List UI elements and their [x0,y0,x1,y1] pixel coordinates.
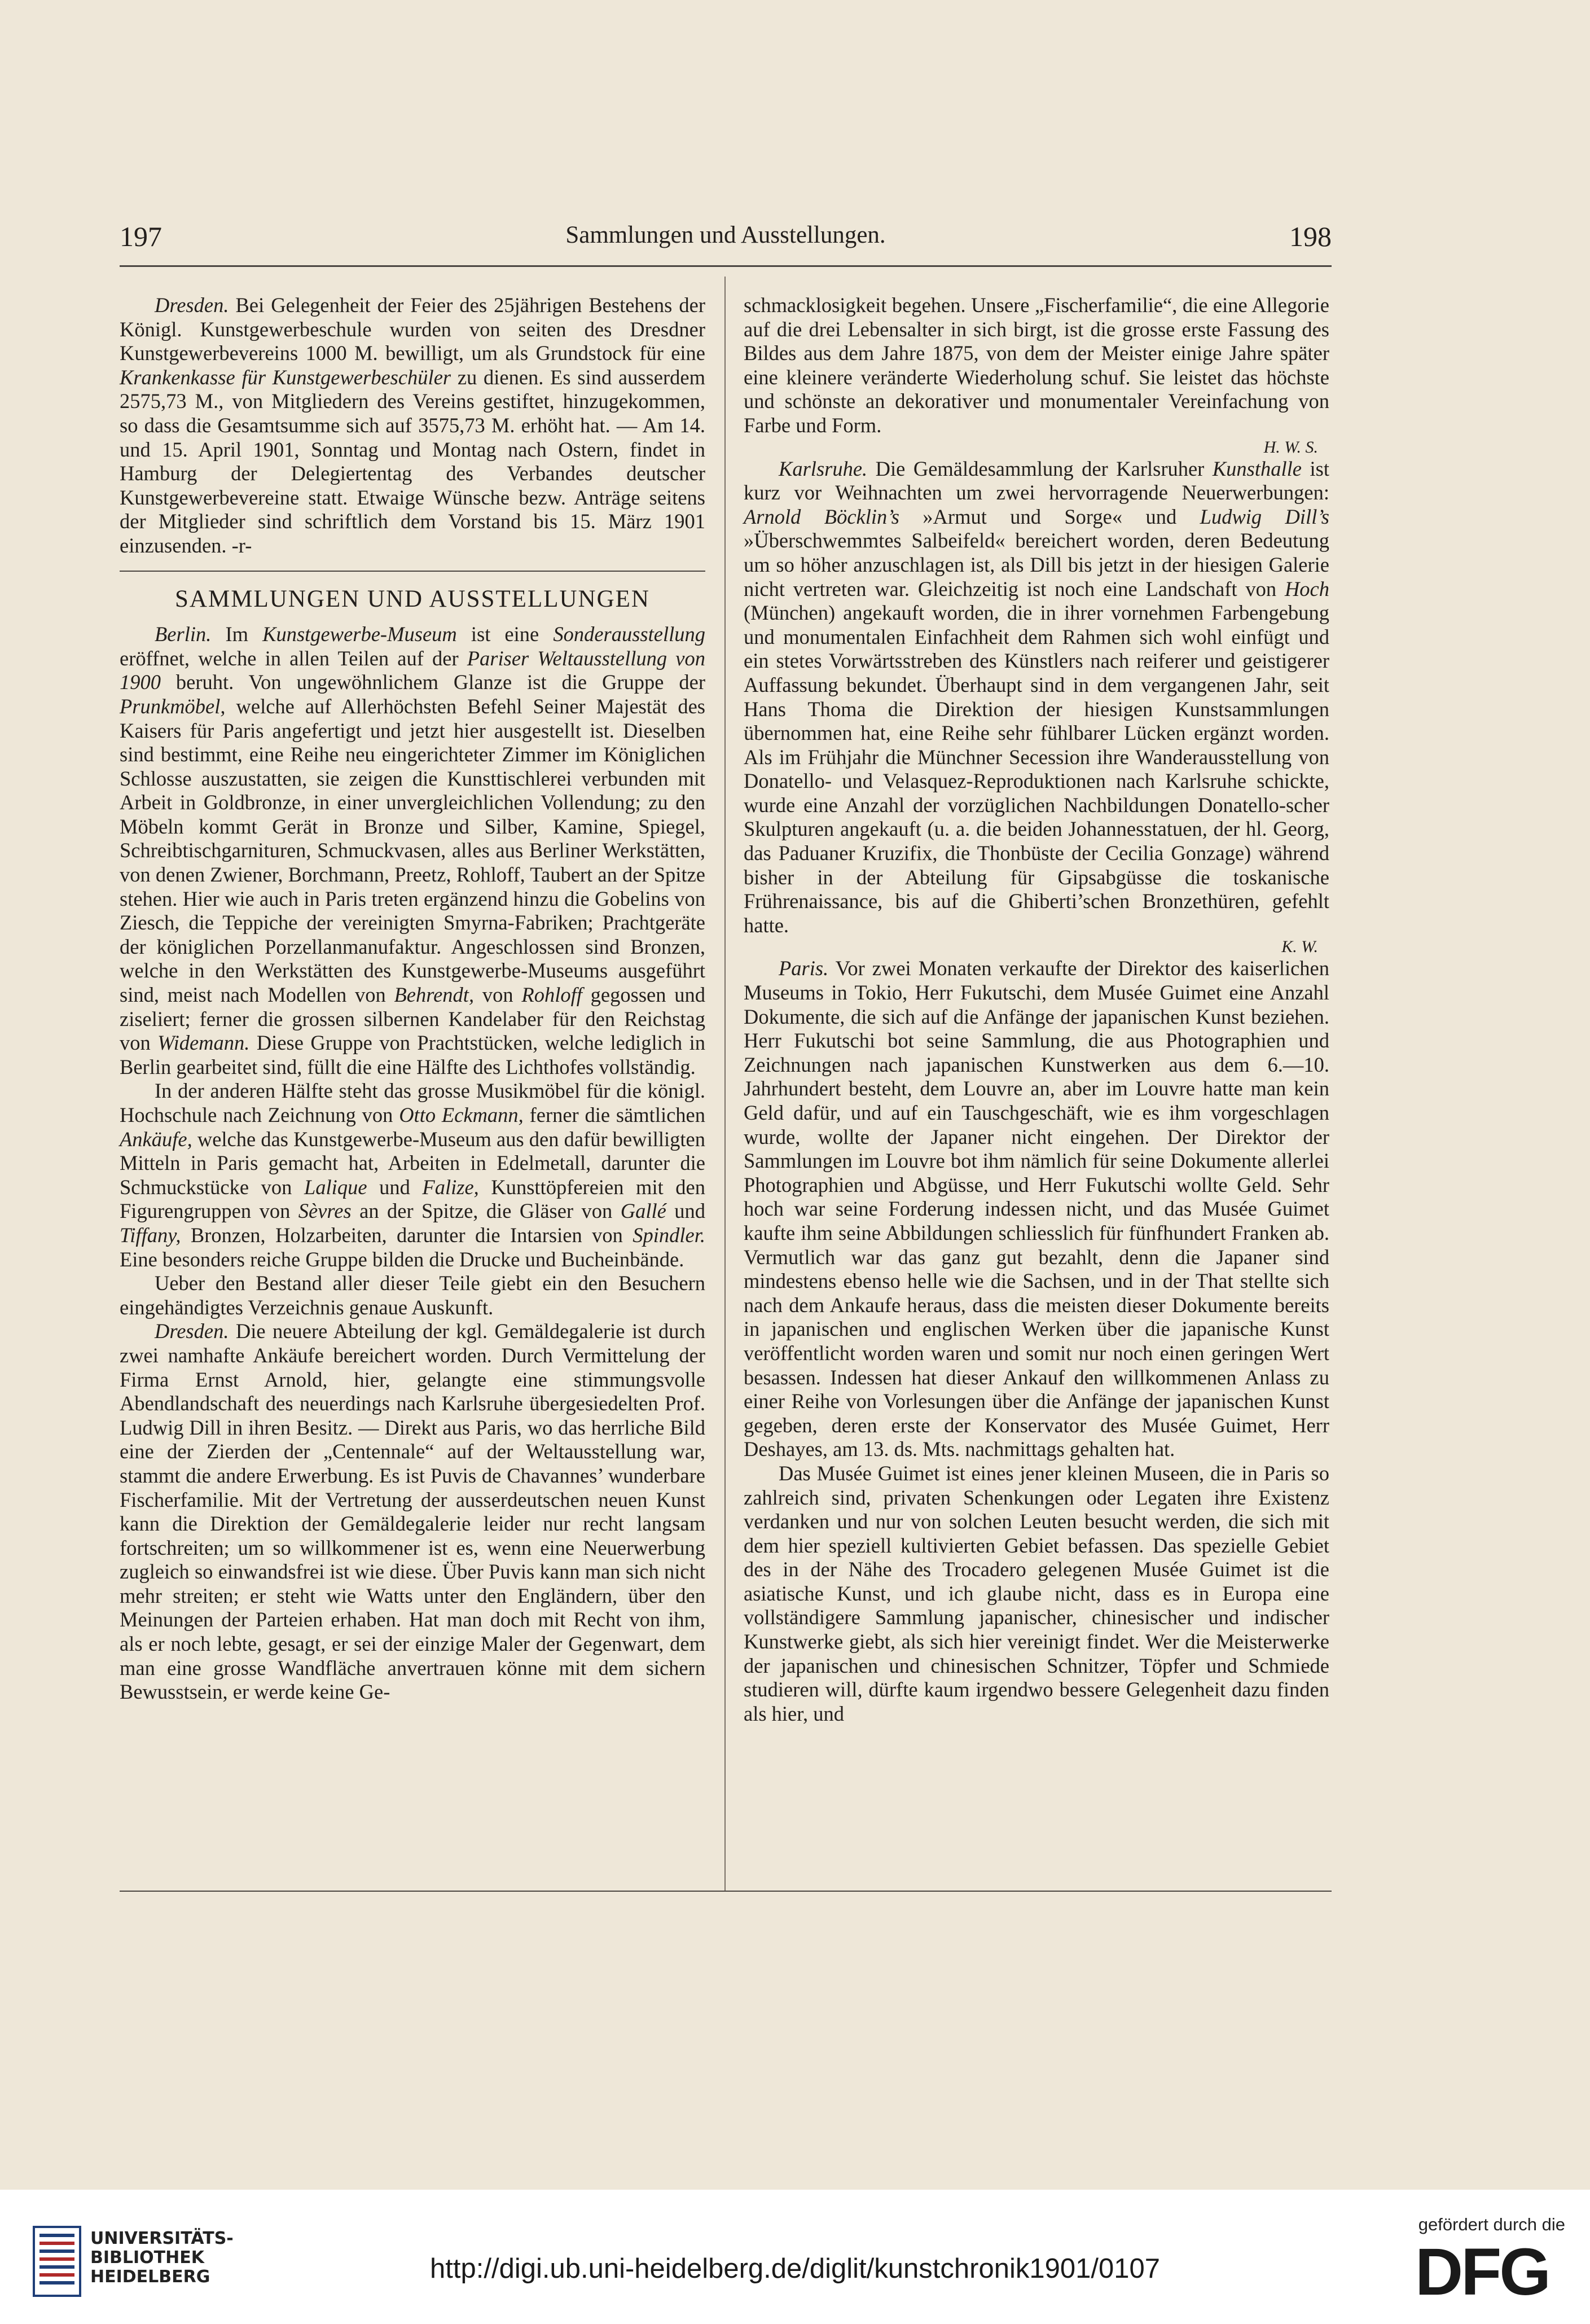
digitization-footer [0,2190,1590,2324]
article-karlsruhe: Karlsruhe. Die Gemäldesammlung der Karlsruher Kunsthalle ist kurz vor Weihnachten um zwei hervorragende Neuerwerbungen: Arnold Böcklin’s »Armut und Sorge« und Ludwig Dill’s »Überschwemmtes Salbeifeld« bereichert worden, deren Bedeutung um so höher anzuschlagen ist, als Dill bis jetzt in der hiesigen Galerie nicht vertreten war. Gleichzeitig ist noch eine Landschaft von Hoch (München) angekauft worden, die in ihrer vornehmen Farbengebung und monumentalen Einfachheit dem Rahmen sich wohl einfügt und ein stetes Vorwärtsstreben des Künstlers nach reiferer und geistigerer Auffassung bekundet. Überhaupt sind in dem vergangenen Jahr, seit Hans Thoma die Direktion der hiesigen Kunstsammlungen übernommen hat, eine Reihe sehr fühlbarer Lücken ergänzt worden. Als im Frühjahr die Münchner Secession ihre Wanderausstellung von Donatello- und Velasquez-Reproduktionen nach Karlsruhe schickte, wurde eine Anzahl der vorzüglichen Nachbildungen Donatello-scher Skulpturen angekauft (u. a. die beiden Johannesstatuen, der hl. Georg, das Paduaner Kruzifix, die Thonbüste der Cecilia Gonzage) während bisher in der Abteilung für Gipsabgüsse die toskanische Frührenaissance, bis auf die Ghiberti’schen Bronzethüren, gefehlt hatte. [744,457,1329,937]
section-heading: SAMMLUNGEN UND AUSSTELLUNGEN [175,585,650,612]
svg-text:DFG: DFG [1415,2240,1549,2303]
author-signature: H. W. S. [1263,437,1318,457]
article-paris-musee-guimet: Das Musée Guimet ist eines jener kleinen Museen, die in Paris so zahlreich sind, privaten Schenkungen oder Legaten ihre Existenz verdanken und nur von solchen Leuten besucht werden, die sich mit dem hier speziell kultivierten Gebiet befassen. Das spezielle Gebiet des in der Nähe des Trocadero gelegenen Musée Guimet ist die asiatische Kunst, und ich glaube nicht, dass es in Europa eine vollständigere Sammlung japanischer, chinesischer und indischer Kunstwerke giebt, als sich hier vereinigt findet. Wer die Meisterwerke der japanischen und chinesischen Schnitzer, Töpfer und Schmiede studieren will, dürfte kaum irgendwo bessere Gelegenheit dazu finden als hier, und [744,1461,1329,1725]
article-dresden-kunstgewerbeschule: Dresden. Bei Gelegenheit der Feier des 25jährigen Bestehens der Königl. Kunstgewerbeschule wurden von seiten des Dresdner Kunstgewerbevereins 1000 M. bewilligt, um als Grundstock für eine Krankenkasse für Kunstgewerbeschüler zu dienen. Es sind ausserdem 2575,73 M., von Mitgliedern des Vereins gestiftet, hinzugekommen, so dass die Gesamtsumme sich auf 3575,73 M. erhöht hat. — Am 14. und 15. April 1901, Sonntag und Montag nach Ostern, findet in Hamburg der Delegiertentag des Verbandes deutscher Kunstgewerbevereine statt. Etwaige Wünsche bezw. Anträge seitens der Mitglieder sind schriftlich dem Vorstand bis 15. März 1901 einzusenden. -r- [120,293,705,557]
article-berlin-kunstgewerbe-museum: Berlin. Im Kunstgewerbe-Museum ist eine Sonderausstellung eröffnet, welche in allen Teilen auf der Pariser Weltausstellung von 1900 beruht. Von ungewöhnlichem Glanze ist die Gruppe der Prunkmöbel, welche auf Allerhöchsten Befehl Seiner Majestät des Kaisers für Paris angefertigt und jetzt hier ausgestellt ist. Dieselben sind bestimmt, eine Reihe neu eingerichteter Zimmer im Königlichen Schlosse auszustatten, sie zeigen die Kunsttischlerei verbunden mit Arbeit in Goldbronze, in einer unvergleichlichen Vollendung; zu den Möbeln kommt Gerät in Bronze und Silber, Kamine, Spiegel, Schreibtischgarnituren, Schmuckvasen, alles aus Berliner Werkstätten, von denen Zwiener, Borchmann, Preetz, Rohloff, Taubert an der Spitze stehen. Hier wie auch in Paris treten ergänzend hinzu die Gobelins von Ziesch, die Teppiche der vereinigten Smyrna-Fabriken; Prachtgeräte der königlichen Porzellanmanufaktur. Angeschlossen sind Bronzen, welche in den Werkstätten des Kunstgewerbe-Museums ausgeführt sind, meist nach Modellen von Behrendt, von Rohloff gegossen und ziseliert; ferner die grossen silbernen Kandelaber für den Reichstag von Widemann. Diese Gruppe von Prachtstücken, welche lediglich in Berlin gearbeitet sind, füllt die eine Hälfte des Lichthofes vollständig. [120,622,706,1078]
article-paris: Paris. Vor zwei Monaten verkaufte der Direktor des kaiserlichen Museums in Tokio, Herr Fukutschi, dem Musée Guimet eine Anzahl Dokumente, die sich auf die Anfänge der japanischen Kunst beziehen. Herr Fukutschi bot seine Sammlung, die aus Photographien und Zeichnungen nach japanischen Kunstwerken aus dem 6.—10. Jahrhundert besteht, dem Louvre an, aber im Louvre hatte man kein Geld dafür, und auf ein Tauschgeschäft, wie es ihm vorgeschlagen wurde, wollte der Japaner nicht eingehen. Der Direktor der Sammlungen im Louvre bot ihm nämlich für seine Dokumente allerlei Photographien und Abgüsse, und Herr Fukutschi wollte Geld. Sehr hoch war seine Forderung indessen nicht, und das Musée Guimet kaufte ihm seine Abbildungen schliesslich für fünfhundert Franken ab. Vermutlich war das ganz gut bezahlt, denn die Japaner sind mindestens ebenso helle wie die Sachsen, und in der That stellte sich nach dem Ankaufe heraus, dass die meisten dieser Dokumente bereits in japanischen und englischen Werken über die japanische Kunst veröffentlicht worden waren und somit nur noch einen geringen Wert besassen. Indessen hat dieser Ankauf den willkommenen Anlass zu einer Reihe von Vorlesungen über die Anfänge der japanischen Kunst gegeben, deren erste der Konservator des Musée Guimet, Herr Deshayes, am 13. ds. Mts. nachmittags gehalten hat. [744,957,1329,1461]
library-name: UNIVERSITÄTS- BIBLIOTHEK HEIDELBERG [90,2229,234,2287]
section-rule [120,571,705,572]
page-number-left: 197 [120,221,162,252]
running-header [120,220,1332,254]
header-rule [120,265,1332,267]
left-column [120,293,705,1704]
article-dresden-gemaeldegalerie: Dresden. Die neuere Abteilung der kgl. Gemäldegalerie ist durch zwei namhafte Ankäufe bereichert worden. Durch Vermittelung der Firma Ernst Arnold, hier, gelangte eine stimmungsvolle Abendlandschaft des neuerdings nach Karlsruhe übergesiedelten Prof. Ludwig Dill in ihren Besitz. — Direkt aus Paris, wo das herrliche Bild eine der Zierden der „Centennale“ auf der Weltausstellung war, stammt die andere Erwerbung. Es ist Puvis de Chavannes’ wunderbare Fischerfamilie. Mit der Vertretung der ausserdeutschen neuen Kunst kann die Direktion der Gemäldegalerie leider nur recht langsam fortschreiten; um so willkommener ist es, wenn eine Neuerwerbung zugleich so einwandsfrei ist wie diese. Über Puvis kann man sich nicht mehr streiten; er steht wie Watts unter den Engländern, über den Meinungen der Parteien erhaben. Hat man doch mit Recht von ihm, als er noch lebte, gesagt, er sei der einzige Maler der Gegenwart, dem man eine grosse Wandfläche anvertrauen könne mit dem sichern Bewusstsein, er werde keine Ge- [120,1319,705,1704]
right-column [744,293,1329,1726]
funding-caption: gefördert durch die [1418,2215,1565,2234]
author-signature: K. W. [1281,937,1318,957]
page-number-right: 198 [1289,221,1332,252]
running-title: Sammlungen und Ausstellungen. [565,222,886,248]
source-url-link[interactable]: http://digi.ub.uni-heidelberg.de/diglit/kunstchronik1901/0107 [430,2253,1160,2284]
article-dresden-continued: schmacklosigkeit begehen. Unsere „Fischerfamilie“, die eine Allegorie auf die drei Lebensalter in sich birgt, ist die grosse erste Fassung des Bildes aus dem Jahre 1875, von dem der Meister einige Jahre später eine kleinere veränderte Wiederholung schuf. Sie leistet das höchste und schönste an dekorativer und monumentaler Vereinfachung von Farbe und Form. [744,293,1329,437]
article-berlin-musikmoebel: In der anderen Hälfte steht das grosse Musikmöbel für die königl. Hochschule nach Zeichnung von Otto Eckmann, ferner die sämtlichen Ankäufe, welche das Kunstgewerbe-Museum aus den dafür bewilligten Mitteln in Paris gemacht hat, Arbeiten in Edelmetall, darunter die Schmuckstücke von Lalique und Falize, Kunsttöpfereien mit den Figurengruppen von Sèvres an der Spitze, die Gläser von Gallé und Tiffany, Bronzen, Holzarbeiten, darunter die Intarsien von Spindler. Eine besonders reiche Gruppe bilden die Drucke und Bucheinbände. [120,1079,706,1271]
bottom-rule [120,1891,1332,1892]
article-berlin-verzeichnis: Ueber den Bestand aller dieser Teile giebt ein den Besuchern eingehändigtes Verzeichnis genaue Auskunft. [120,1271,705,1319]
column-divider [724,277,726,1891]
dfg-logo-icon [1415,2240,1563,2303]
